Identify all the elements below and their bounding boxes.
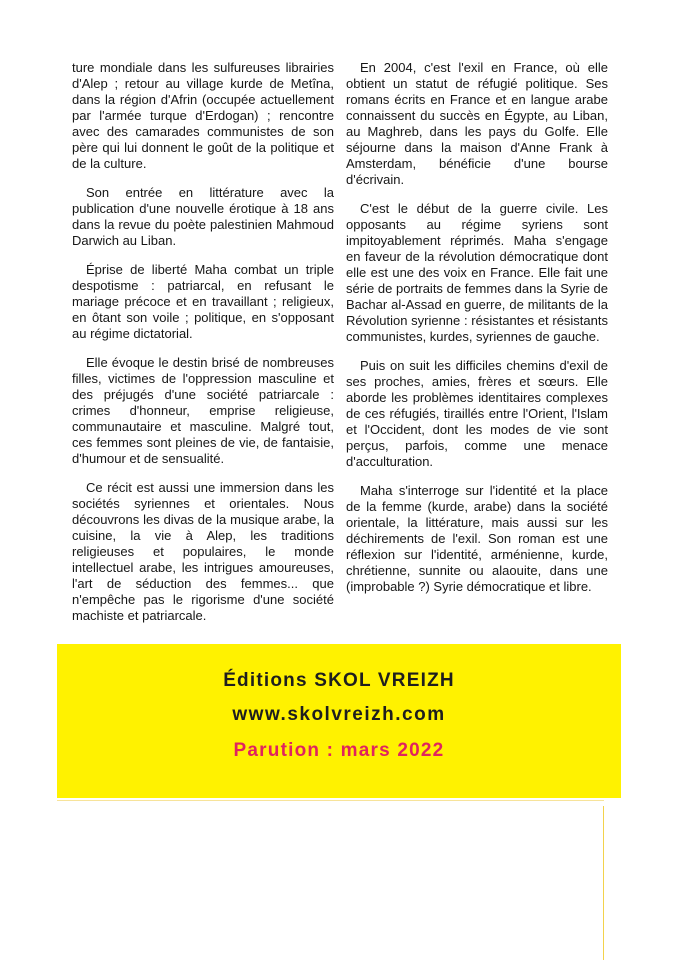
paragraph: En 2004, c'est l'exil en France, où elle obtient un statut de réfugié politique. Ses romans écrits en France et en langue arabe connaissent du succès en Égypte, au Liban, au Maghreb, dans les pays du Golfe. Elle séjourne dans la maison d'Anne Frank à Amsterdam, bénéficie d'une bourse d'écrivain. xyxy=(346,60,608,187)
decorative-rule xyxy=(57,800,604,801)
paragraph: Éprise de liberté Maha combat un triple despotisme : patriarcal, en refusant le mariage précoce et en travaillant ; religieux, en ôtant son voile ; politique, en s'opposant au régime dictatorial. xyxy=(72,262,334,341)
paragraph: Puis on suit les difficiles chemins d'exil de ses proches, amies, frères et sœurs. Elle aborde les problèmes identitaires complexes de ces réfugiés, tiraillés entre l'Orient, l'Islam et l'Occident, dont les modes de vie sont perçus, parfois, comme une menace d'acculturation. xyxy=(346,358,608,469)
publisher-name: Éditions SKOL VREIZH xyxy=(223,670,455,691)
left-column xyxy=(72,60,334,637)
decorative-rule xyxy=(603,806,604,960)
paragraph: C'est le début de la guerre civile. Les opposants au régime syriens sont impitoyablement réprimés. Maha s'engage en faveur de la révolution démocratique dont elle est une des voix en France. Elle fait une série de portraits de femmes dans la Syrie de Bachar al-Assad en guerre, de militants de la Révolution syrienne : résistantes et résistants communistes, kurdes, syriennes de gauche. xyxy=(346,201,608,344)
right-column xyxy=(346,60,608,637)
paragraph: Son entrée en littérature avec la publication d'une nouvelle érotique à 18 ans dans la revue du poète palestinien Mahmoud Darwich au Liban. xyxy=(72,185,334,248)
paragraph: Ce récit est aussi une immersion dans les sociétés syriennes et orientales. Nous découvrons les divas de la musique arabe, la cuisine, la vie à Alep, les traditions religieuses et populaires, le monde intellectuel arabe, les intrigues amoureuses, l'art de séduction des femmes... que n'empêche pas le rigorisme d'une société machiste et patriarcale. xyxy=(72,480,334,623)
paragraph: ture mondiale dans les sulfureuses librairies d'Alep ; retour au village kurde de Metîna, dans la région d'Afrin (occupée actuellement par l'armée turque d'Erdogan) ; rencontre avec des camarades communistes de son père qui lui donnent le goût de la politique et de la culture. xyxy=(72,60,334,171)
publisher-banner xyxy=(57,644,621,798)
paragraph: Maha s'interroge sur l'identité et la place de la femme (kurde, arabe) dans la société orientale, la littérature, mais aussi sur les déchirements de l'exil. Son roman est une réflexion sur l'identité, arménienne, kurde, chrétienne, sunnite ou alaouite, dans une (improbable ?) Syrie démocratique et libre. xyxy=(346,483,608,594)
release-date: Parution : mars 2022 xyxy=(233,740,445,761)
publisher-website[interactable]: www.skolvreizh.com xyxy=(232,704,446,725)
paragraph: Elle évoque le destin brisé de nombreuses filles, victimes de l'oppression masculine et des préjugés d'une société patriarcale : crimes d'honneur, emprise religieuse, communautaire et masculine. Malgré tout, ces femmes sont pleines de vie, de fantaisie, d'humour et de sensualité. xyxy=(72,355,334,466)
article-body xyxy=(72,60,608,637)
